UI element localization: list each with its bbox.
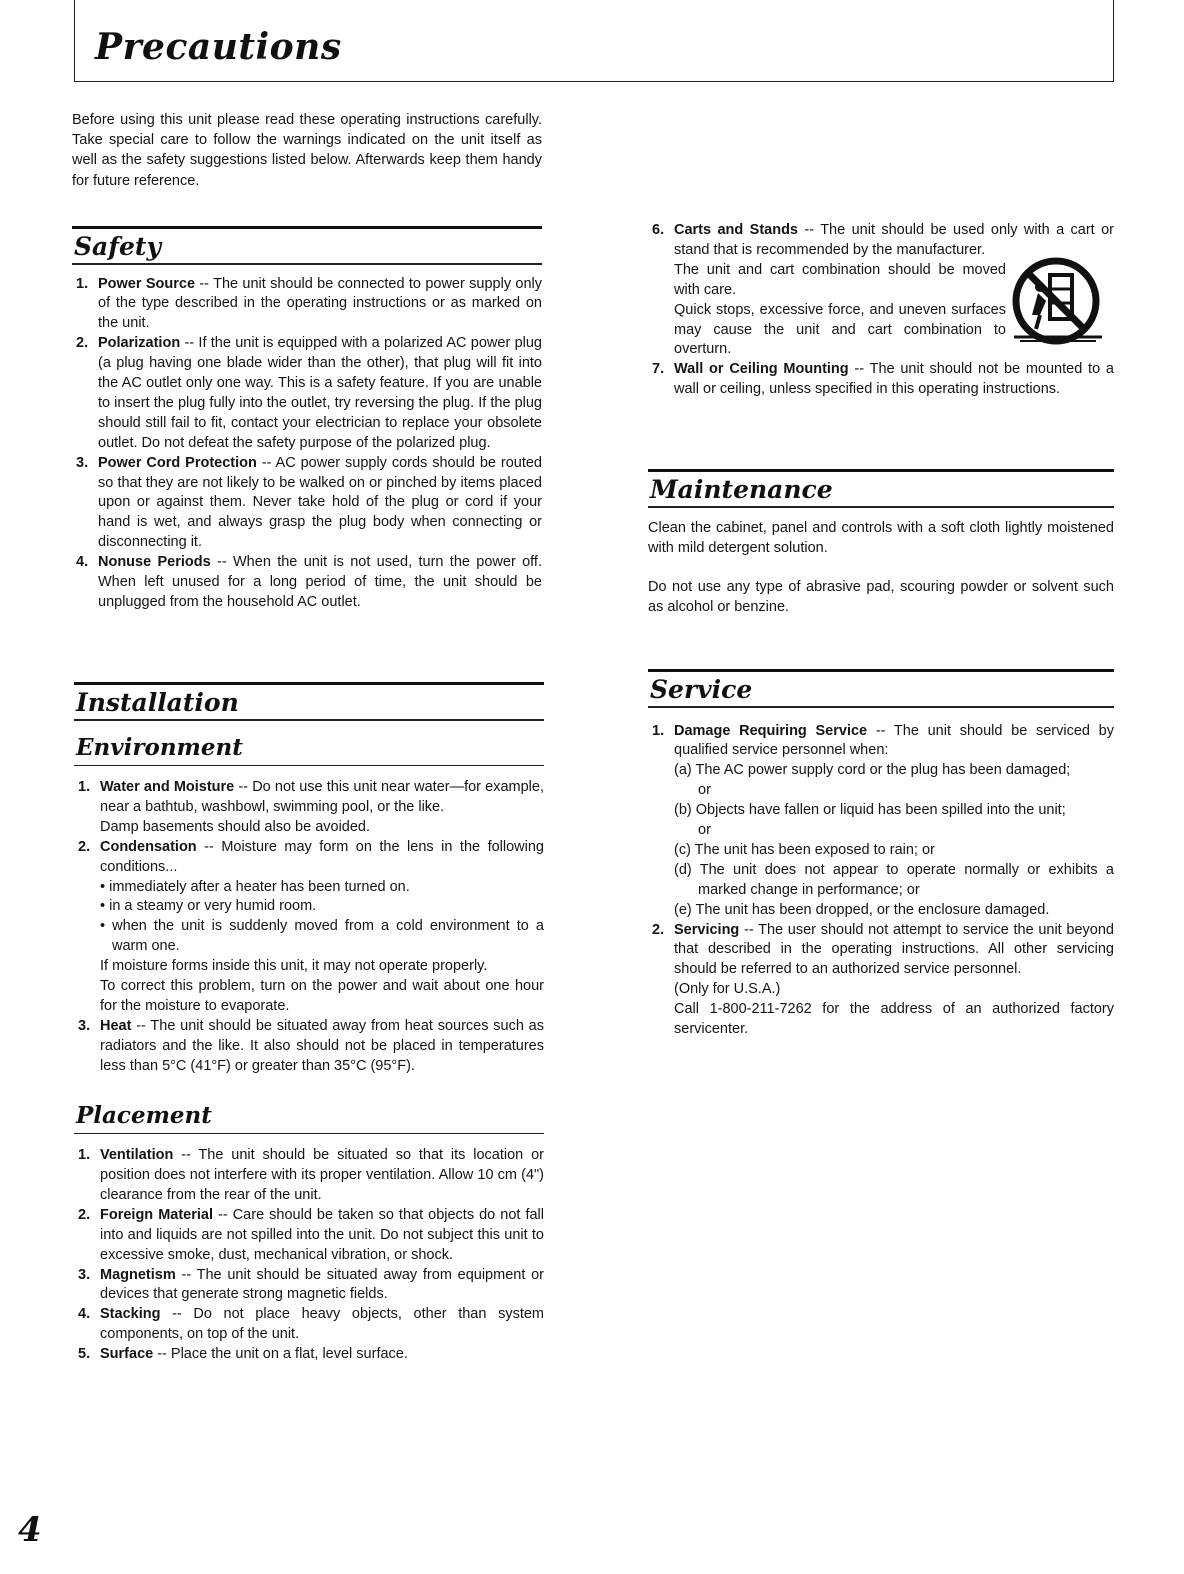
page-number: 4 <box>18 1510 42 1550</box>
item-number: 1. <box>78 779 91 795</box>
service-header <box>648 669 1114 708</box>
item-term: Surface <box>100 1346 154 1363</box>
item-extra: (Only for U.S.A.) <box>674 981 781 998</box>
item-term: Condensation <box>100 838 197 855</box>
list-item <box>72 454 542 554</box>
service-or: or <box>698 782 711 799</box>
item-text: -- The unit should be situated so that its location or position does not interfere with its proper ventilation. Allow 10 cm (4") clearance from the rear of the unit. <box>100 1147 544 1203</box>
item-term: Power Source <box>98 275 196 292</box>
service-condition: (a) The AC power supply cord or the plug has been damaged; <box>674 762 1071 779</box>
safety-list-continued <box>648 221 1114 400</box>
bullet-item: • immediately after a heater has been turned on. <box>100 878 410 895</box>
item-number: 1. <box>76 275 89 292</box>
item-term: Stacking <box>100 1306 161 1323</box>
rule <box>74 765 544 767</box>
item-text: -- AC power supply cords should be routed so that they are not likely to be walked on or pinched by items placed upon or against them. Never take hold of the plug or cord if your hand is wet, and always grasp the plug body when connecting or disconnecting it. <box>98 454 542 551</box>
item-number: 6. <box>652 222 665 238</box>
section-title-service: Service <box>650 675 753 704</box>
item-text: -- Place the unit on a flat, level surface. <box>153 1346 408 1363</box>
item-term: Magnetism <box>100 1266 176 1283</box>
list-item <box>74 838 544 1017</box>
item-number: 3. <box>76 454 89 471</box>
item-term: Power Cord Protection <box>98 454 257 471</box>
subsection-title-placement: Placement <box>76 1101 212 1129</box>
intro-paragraph: Before using this unit please read these operating instructions carefully. Take special care to follow the warnings indicated on the unit itself as well as the safety suggestions listed below. Afterwards keep them handy for future reference. <box>72 112 542 189</box>
service-condition: (c) The unit has been exposed to rain; or <box>674 841 935 858</box>
item-text: -- The unit should be situated away from equipment or devices that generate strong magnetic fields. <box>100 1266 544 1303</box>
item-text: -- The unit should be serviced by qualified service personnel when: <box>674 722 1114 759</box>
subsection-title-environment: Environment <box>76 733 243 761</box>
list-item <box>74 778 544 838</box>
page-title: Precautions <box>95 26 342 68</box>
cart-warning-icon <box>1010 257 1106 347</box>
service-or: or <box>698 822 711 839</box>
maintenance-paragraph: Do not use any type of abrasive pad, scouring powder or solvent such as alcohol or benzine. <box>648 578 1114 616</box>
item-number: 4. <box>76 554 89 571</box>
placement-list <box>74 1146 544 1365</box>
section-title-maintenance: Maintenance <box>650 475 833 504</box>
service-condition: (e) The unit has been dropped, or the enclosure damaged. <box>674 901 1050 918</box>
item-extra: To correct this problem, turn on the power and wait about one hour for the moisture to evaporate. <box>100 978 544 1014</box>
item-term: Carts and Stands <box>674 222 798 238</box>
item-number: 2. <box>78 1206 91 1223</box>
item-term: Nonuse Periods <box>98 554 211 571</box>
item-number: 4. <box>78 1306 91 1323</box>
service-condition: (b) Objects have fallen or liquid has been spilled into the unit; <box>674 802 1066 819</box>
item-term: Water and Moisture <box>100 779 235 795</box>
safety-header <box>72 226 542 265</box>
list-item <box>74 1305 544 1345</box>
rule <box>74 719 544 721</box>
rule <box>648 706 1114 708</box>
item-extra: Quick stops, excessive force, and uneven surfaces may cause the unit and cart combination to overturn. <box>674 301 1006 358</box>
page-title-box <box>74 0 1114 82</box>
service-list <box>648 722 1114 1041</box>
list-item <box>648 722 1114 921</box>
list-item <box>74 1345 544 1365</box>
item-number: 2. <box>76 335 89 352</box>
list-item <box>74 1266 544 1306</box>
item-number: 5. <box>78 1346 91 1363</box>
item-number: 1. <box>78 1147 91 1164</box>
list-item <box>74 1146 544 1206</box>
item-extra: If moisture forms inside this unit, it may not operate properly. <box>100 958 488 975</box>
list-item <box>648 360 1114 400</box>
section-title-safety: Safety <box>74 232 161 261</box>
item-number: 3. <box>78 1266 91 1283</box>
service-phone-line: Call 1-800-211-7262 for the address of an authorized factory servicenter. <box>674 1001 1114 1038</box>
list-item <box>74 1017 544 1077</box>
bullet-item: • when the unit is suddenly moved from a cold environment to a warm one. <box>100 918 544 955</box>
item-term: Polarization <box>98 335 181 352</box>
rule <box>648 506 1114 508</box>
safety-list <box>72 275 542 613</box>
list-item <box>72 275 542 335</box>
item-extra: Damp basements should also be avoided. <box>100 818 371 835</box>
item-term: Heat <box>100 1017 132 1034</box>
item-text: -- If the unit is equipped with a polarized AC power plug (a plug having one blade wider than the other), that plug will fit into the AC outlet only one way. This is a safety feature. If you are unable to insert the plug fully into the outlet, try reversing the plug. If the plug should still fail to fit, contact your electrician to replace your obsolete outlet. Do not defeat the safety purpose of the polarized plug. <box>98 335 542 451</box>
list-item <box>72 334 542 453</box>
bullet-item: • in a steamy or very humid room. <box>100 898 317 915</box>
item-number: 7. <box>652 361 665 378</box>
item-number: 3. <box>78 1017 91 1034</box>
rule <box>74 1133 544 1135</box>
item-term: Servicing <box>674 921 740 938</box>
item-number: 1. <box>652 722 665 739</box>
item-extra: The unit and cart combination should be moved with care. <box>674 261 1006 298</box>
service-section <box>648 669 1114 1040</box>
list-item <box>72 553 542 613</box>
maintenance-header <box>648 469 1114 508</box>
maintenance-paragraph: Clean the cabinet, panel and controls with a soft cloth lightly moistened with mild detergent solution. <box>648 519 1114 556</box>
installation-section <box>74 682 544 1365</box>
safety-section <box>72 226 542 613</box>
item-text: -- When the unit is not used, turn the power off. When left unused for a long period of time, the unit should be unplugged from the household AC outlet. <box>98 554 542 610</box>
environment-list <box>74 778 544 1077</box>
list-item <box>648 921 1114 1040</box>
item-text: -- Moisture may form on the lens in the following conditions... <box>100 838 544 875</box>
item-text: -- The unit should be connected to power supply only of the type described in the operating instructions or as marked on the unit. <box>98 275 542 332</box>
item-term: Wall or Ceiling Mounting <box>674 361 849 378</box>
rule <box>72 263 542 265</box>
item-text: -- The user should not attempt to service the unit beyond that described in the operating instructions. All other servicing should be referred to an authorized service personnel. <box>674 921 1114 978</box>
item-text: -- Do not place heavy objects, other than system components, on top of the unit. <box>100 1306 544 1343</box>
item-text: -- The unit should be situated away from heat sources such as radiators and the like. It also should not be placed in temperatures less than 5°C (41°F) or greater than 35°C (95°F). <box>100 1017 544 1074</box>
item-number: 2. <box>78 838 91 855</box>
service-condition: (d) The unit does not appear to operate normally or exhibits a marked change in performance; or <box>674 861 1114 898</box>
section-title-installation: Installation <box>76 688 239 717</box>
item-term: Ventilation <box>100 1147 174 1164</box>
item-term: Damage Requiring Service <box>674 722 868 739</box>
safety-continued <box>648 221 1114 400</box>
maintenance-section <box>648 469 1114 617</box>
item-text: -- The unit should not be mounted to a wall or ceiling, unless specified in this operating instructions. <box>674 361 1114 398</box>
item-text: -- The unit should be used only with a cart or stand that is recommended by the manufacturer. <box>674 222 1114 258</box>
item-term: Foreign Material <box>100 1206 213 1223</box>
item-text: -- Do not use this unit near water—for example, near a bathtub, washbowl, swimming pool, or the like. <box>100 779 544 815</box>
installation-header <box>74 682 544 721</box>
list-item <box>74 1206 544 1266</box>
item-number: 2. <box>652 921 665 938</box>
item-text: -- Care should be taken so that objects do not fall into and liquids are not spilled into the unit. Do not subject this unit to excessive smoke, dust, mechanical vibration, or shock. <box>100 1206 544 1263</box>
list-item <box>648 221 1114 360</box>
